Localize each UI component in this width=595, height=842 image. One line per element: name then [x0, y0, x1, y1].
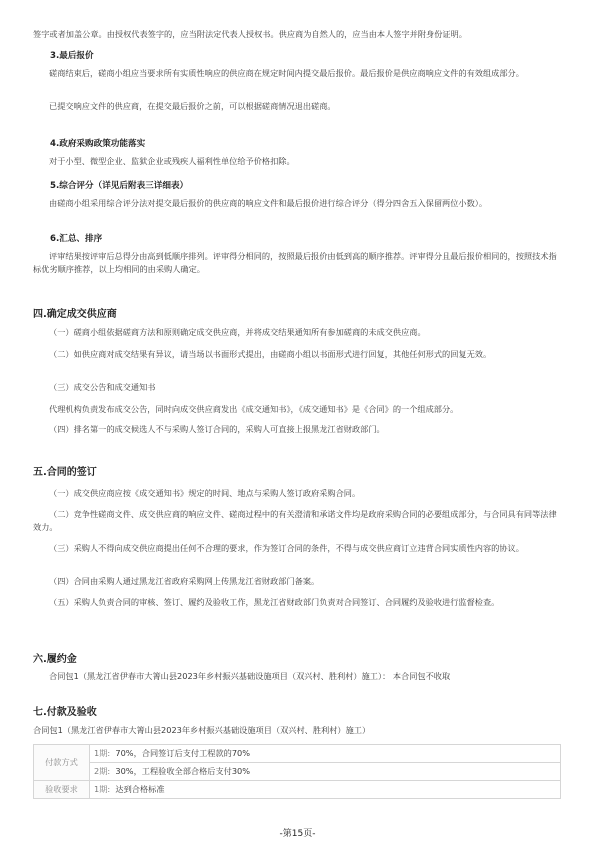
paragraph-contract-1: （一）成交供应商应按《成交通知书》规定的时间、地点与采购人签订政府采购合同。 [49, 488, 361, 498]
table-row [34, 781, 561, 799]
paragraph-supplier-1: （一）磋商小组依据磋商方法和原则确定成交供应商，并将成交结果通知所有参加磋商的未成交供应商。 [49, 327, 426, 337]
paragraph-policy: 对于小型、微型企业、监狱企业或残疾人福利性单位给予价格扣除。 [49, 156, 295, 166]
section-heading-contract: 五.合同的签订 [33, 467, 97, 478]
paragraph-final-quote-1: 磋商结束后，磋商小组应当要求所有实质性响应的供应商在规定时间内提交最后报价。最后报价是供应商响应文件的有效组成部分。 [49, 68, 524, 78]
payment-text: 30%，工程验收全部合格后支付30% [115, 766, 251, 776]
payment-term-2 [90, 763, 561, 781]
payment-method-label: 付款方式 [34, 745, 90, 781]
section-heading-payment: 七.付款及验收 [33, 707, 97, 718]
acceptance-text: 达到合格标准 [115, 784, 165, 794]
payment-package-title: 合同包1（黑龙江省伊春市大箐山县2023年乡村振兴基础设施项目（双兴村、胜利村）施工） [33, 725, 371, 735]
subheading-scoring: 5.综合评分（详见后附表三详细表） [50, 181, 189, 191]
payment-period: 2期: [94, 766, 111, 776]
paragraph-performance-bond: 合同包1（黑龙江省伊春市大箐山县2023年乡村振兴基础设施项目（双兴村、胜利村）施工）： 本合同包不收取 [49, 671, 451, 681]
paragraph-scoring: 由磋商小组采用综合评分法对提交最后报价的供应商的响应文件和最后报价进行综合评分（得分四舍五入保留两位小数）。 [49, 198, 488, 208]
acceptance-label: 验收要求 [34, 781, 90, 799]
table-row [34, 745, 561, 763]
payment-term-1 [90, 745, 561, 763]
subheading-ranking: 6.汇总、排序 [50, 234, 103, 244]
paragraph-ranking: 评审结果按评审后总得分由高到低顺序排列。评审得分相同的，按照最后报价由低到高的顺序推荐。评审得分且最后报价相同的，按照技术指标优劣顺序推荐，以上均相同的由采购人确定。 [33, 251, 557, 274]
paragraph-final-quote-2: 已提交响应文件的供应商，在提交最后报价之前，可以根据磋商情况退出磋商。 [49, 101, 336, 111]
paragraph-supplier-4: 代理机构负责发布成交公告，同时向成交供应商发出《成交通知书》，《成交通知书》是《合同》的一个组成部分。 [49, 404, 459, 414]
section-heading-supplier: 四.确定成交供应商 [33, 309, 117, 320]
payment-text: 70%，合同签订后支付工程款的70% [115, 748, 251, 758]
paragraph-supplier-3: （三）成交公告和成交通知书 [49, 382, 156, 392]
intro-paragraph: 签字或者加盖公章。由授权代表签字的，应当附法定代表人授权书。供应商为自然人的，应当由本人签字并附身份证明。 [33, 29, 467, 39]
paragraph-contract-4: （四）合同由采购人通过黑龙江省政府采购网上传黑龙江省财政部门备案。 [49, 576, 320, 586]
subheading-final-quote: 3.最后报价 [50, 51, 94, 61]
paragraph-contract-5: （五）采购人负责合同的审核、签订、履约及验收工作，黑龙江省财政部门负责对合同签订、合同履约及验收进行监督检查。 [49, 597, 500, 607]
paragraph-supplier-2: （二）如供应商对成交结果有异议，请当场以书面形式提出，由磋商小组以书面形式进行回复，其他任何形式的回复无效。 [49, 349, 492, 359]
payment-table [33, 744, 561, 799]
subheading-policy: 4.政府采购政策功能落实 [50, 139, 146, 149]
acceptance-term [90, 781, 561, 799]
paragraph-contract-3: （三）采购人不得向成交供应商提出任何不合理的要求，作为签订合同的条件，不得与成交供应商订立违背合同实质性内容的协议。 [49, 543, 524, 553]
paragraph-supplier-5: （四）排名第一的成交候选人不与采购人签订合同的，采购人可直接上报黑龙江省财政部门。 [49, 424, 385, 434]
payment-period: 1期: [94, 748, 111, 758]
section-heading-performance-bond: 六.履约金 [33, 654, 77, 665]
acceptance-period: 1期: [94, 784, 111, 794]
table-row [34, 763, 561, 781]
paragraph-contract-2: （二）竞争性磋商文件、成交供应商的响应文件、磋商过程中的有关澄清和承诺文件均是政府采购合同的必要组成部分，与合同具有同等法律效力。 [33, 509, 557, 532]
page-number: -第15页- [279, 829, 316, 839]
